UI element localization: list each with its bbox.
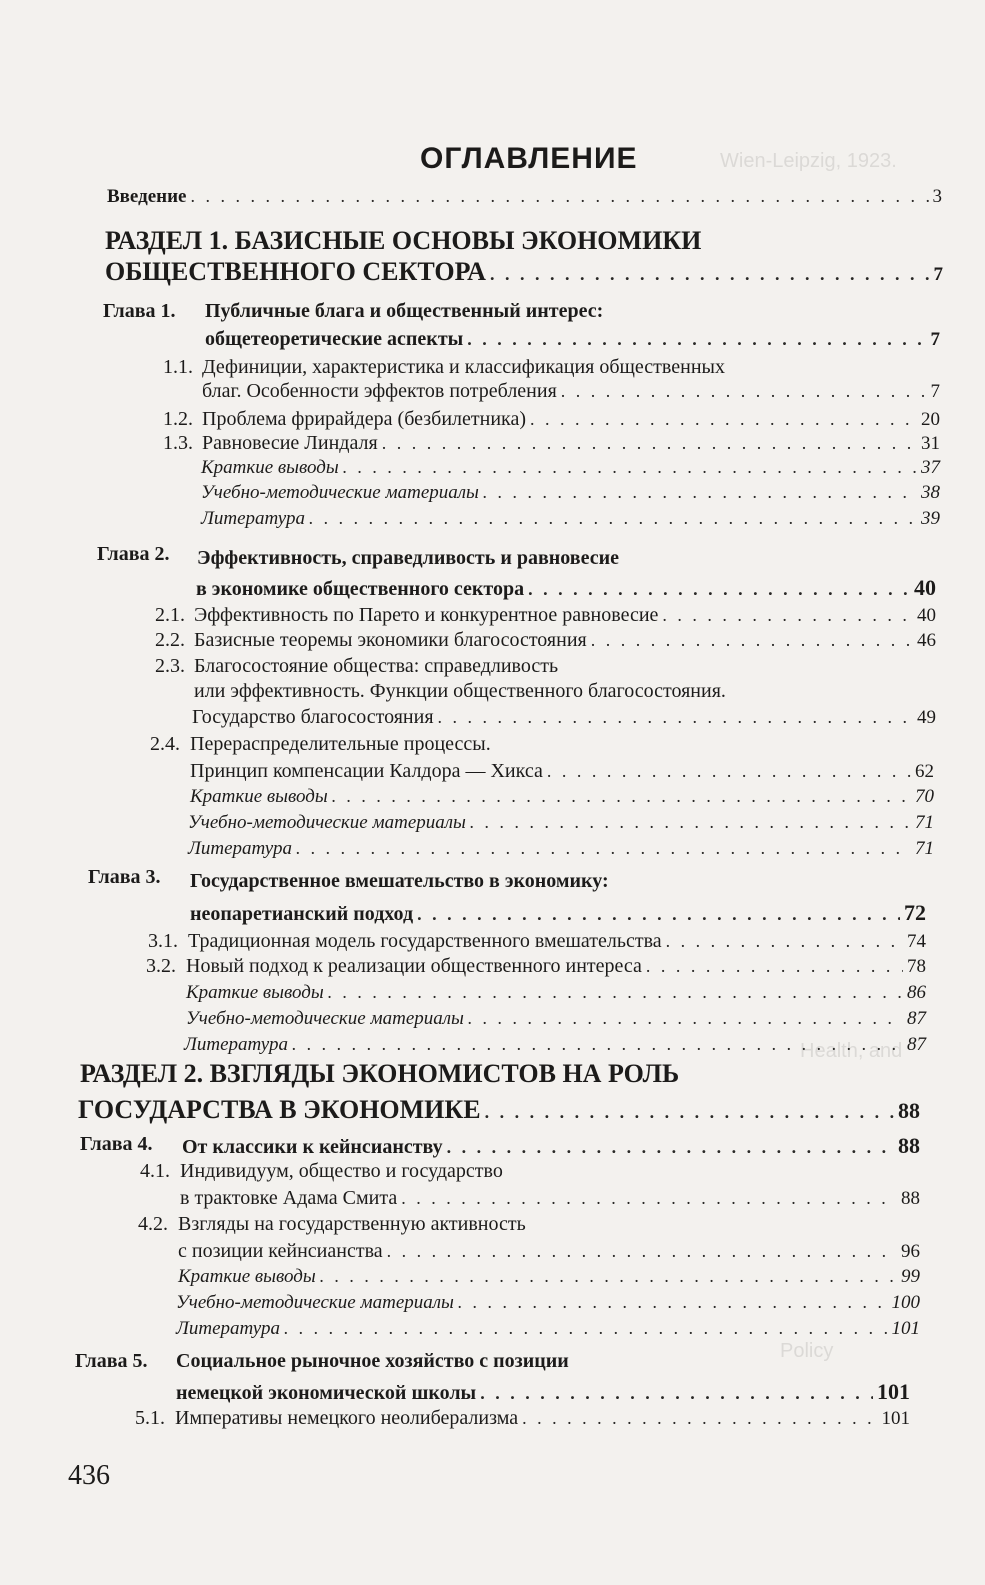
chapter-3-title-line2: неопаретианский подход . . . 72 <box>190 900 926 926</box>
toc-summary: Краткие выводы . . . 99 <box>178 1266 920 1288</box>
toc-item-number: 2.3. <box>155 655 185 677</box>
chapter-2-label: Глава 2. <box>97 543 170 565</box>
chapter-4-label: Глава 4. <box>80 1133 153 1155</box>
toc-item-number: 1.1. <box>163 356 193 378</box>
toc-intro-page: 3 <box>932 186 942 207</box>
toc-item-number: 2.2. <box>155 629 185 651</box>
dot-leader <box>646 956 903 977</box>
dot-leader <box>438 707 913 728</box>
toc-item-page: 20 <box>921 409 940 430</box>
chapter-5-title-line2: немецкой экономической школы . . . 101 <box>176 1379 910 1405</box>
toc-materials: Учебно-методические материалы . . . 100 <box>176 1292 920 1314</box>
page-title: ОГЛАВЛЕНИЕ <box>420 142 638 175</box>
toc-item: в трактовке Адама Смита . . . 88 <box>180 1187 920 1210</box>
toc-literature: Литература . . . 87 <box>184 1034 926 1056</box>
section-1-title-line1: РАЗДЕЛ 1. БАЗИСНЫЕ ОСНОВЫ ЭКОНОМИКИ <box>105 226 702 255</box>
dot-leader <box>490 264 930 285</box>
dot-leader <box>530 409 917 430</box>
toc-item-number: 1.2. <box>163 408 193 430</box>
dot-leader <box>485 1102 894 1123</box>
toc-summary: Краткие выводы . . . 37 <box>201 457 940 479</box>
dot-leader <box>666 931 903 952</box>
toc-item-title: Дефиниции, характеристика и классификация общественных <box>202 356 725 378</box>
chapter-3-title-line1: Государственное вмешательство в экономику: <box>190 870 609 892</box>
toc-materials: Учебно-методические материалы . . . 71 <box>188 812 934 834</box>
chapter-1-page: 7 <box>930 329 940 350</box>
toc-item: Равновесие Линдаля . . . 31 <box>202 432 940 455</box>
toc-item: Новый подход к реализации общественного интереса . . . 78 <box>186 955 926 978</box>
bleed-through-text: Wien-Leipzig, 1923. <box>720 150 897 172</box>
toc-item: Императивы немецкого неолиберализма . . . 101 <box>175 1407 910 1430</box>
dot-leader <box>467 329 926 350</box>
toc-materials: Учебно-методические материалы . . . 38 <box>201 482 940 504</box>
toc-item-title: Благосостояние общества: справедливость <box>194 655 559 677</box>
toc-item-title: Взгляды на государственную активность <box>178 1213 526 1235</box>
toc-item-number: 1.3. <box>163 432 193 454</box>
toc-item-page: 7 <box>930 381 940 402</box>
chapter-2-title-line1: Эффективность, справедливость и равновесие <box>197 547 620 569</box>
toc-intro <box>107 186 942 208</box>
dot-leader <box>470 812 911 833</box>
toc-summary: Краткие выводы . . . 70 <box>190 786 934 808</box>
toc-item: Эффективность по Парето и конкурентное равновесие . . . 40 <box>194 604 936 627</box>
section-2-title-line1: РАЗДЕЛ 2. ВЗГЛЯДЫ ЭКОНОМИСТОВ НА РОЛЬ <box>80 1059 680 1088</box>
toc-item-number: 3.2. <box>146 955 176 977</box>
dot-leader <box>328 982 903 1003</box>
chapter-4-page: 88 <box>898 1133 920 1158</box>
dot-leader <box>284 1318 888 1339</box>
dot-leader <box>296 838 911 859</box>
chapter-2-page: 40 <box>914 575 936 600</box>
toc-item: благ. Особенности эффектов потребления . . . 7 <box>202 380 940 403</box>
toc-item: Базисные теоремы экономики благосостояния . . . 46 <box>194 629 936 652</box>
toc-item-title: Перераспределительные процессы. <box>190 733 491 755</box>
toc-summary: Краткие выводы . . . 86 <box>186 982 926 1004</box>
bleed-through-text: Policy <box>780 1340 834 1362</box>
chapter-4-title: От классики к кейнсианству . . . 88 <box>182 1133 920 1159</box>
dot-leader <box>662 605 913 626</box>
section-2-title-line2: ГОСУДАРСТВА В ЭКОНОМИКЕ . . . 88 <box>78 1095 920 1125</box>
dot-leader <box>382 433 917 454</box>
dot-leader <box>458 1292 888 1313</box>
toc-literature: Литература . . . 71 <box>188 838 934 860</box>
toc-item-number: 4.2. <box>138 1213 168 1235</box>
dot-leader <box>191 186 929 207</box>
dot-leader <box>591 630 913 651</box>
section-1-page: 7 <box>933 264 943 285</box>
toc-item: с позиции кейнсианства . . . 96 <box>178 1240 920 1263</box>
chapter-1-title-line2: общетеоретические аспекты . . . 7 <box>205 328 940 351</box>
section-1-title-line2: ОБЩЕСТВЕННОГО СЕКТОРА . . . 7 <box>105 257 943 287</box>
chapter-5-title-line1: Социальное рыночное хозяйство с позиции <box>176 1350 569 1372</box>
chapter-3-label: Глава 3. <box>88 866 161 888</box>
toc-item: Традиционная модель государственного вмешательства . . . 74 <box>188 930 926 953</box>
toc-intro-label: Введение <box>107 186 187 207</box>
toc-item-title: или эффективность. Функции общественного благосостояния. <box>194 680 726 702</box>
toc-item: Государство благосостояния . . . 49 <box>192 706 936 729</box>
toc-item-page: 31 <box>921 433 940 454</box>
chapter-5-page: 101 <box>877 1379 910 1404</box>
dot-leader <box>447 1137 894 1158</box>
toc-item: Принцип компенсации Калдора — Хикса . . . 62 <box>190 760 934 783</box>
dot-leader <box>387 1241 897 1262</box>
dot-leader <box>343 457 917 478</box>
toc-item-number: 3.1. <box>148 930 178 952</box>
toc-item: Проблема фрирайдера (безбилетника) . . . 20 <box>202 408 940 431</box>
dot-leader <box>547 761 911 782</box>
toc-item-title: Индивидуум, общество и государство <box>180 1160 503 1182</box>
dot-leader <box>417 904 900 925</box>
dot-leader <box>480 1383 873 1404</box>
dot-leader <box>528 579 910 600</box>
page-number: 436 <box>68 1460 110 1491</box>
toc-item-number: 2.1. <box>155 604 185 626</box>
bleed-through-text: Health, and <box>800 1040 903 1062</box>
toc-item-number: 2.4. <box>150 733 180 755</box>
dot-leader <box>561 381 927 402</box>
dot-leader <box>332 786 911 807</box>
dot-leader <box>292 1034 903 1055</box>
dot-leader <box>320 1266 897 1287</box>
dot-leader <box>468 1008 903 1029</box>
chapter-2-title-line2: в экономике общественного сектора . . . 40 <box>196 575 936 601</box>
section-2-page: 88 <box>898 1098 920 1123</box>
toc-literature: Литература . . . 101 <box>176 1318 920 1340</box>
toc-item-number: 4.1. <box>140 1160 170 1182</box>
chapter-1-label: Глава 1. <box>103 300 176 322</box>
toc-materials: Учебно-методические материалы . . . 87 <box>186 1008 926 1030</box>
chapter-1-title-line1: Публичные блага и общественный интерес: <box>205 300 604 322</box>
dot-leader <box>483 482 917 503</box>
dot-leader <box>309 508 917 529</box>
dot-leader <box>401 1188 897 1209</box>
dot-leader <box>522 1408 877 1429</box>
toc-literature: Литература . . . 39 <box>201 508 940 530</box>
chapter-5-label: Глава 5. <box>75 1350 148 1372</box>
toc-item-number: 5.1. <box>135 1407 165 1429</box>
chapter-3-page: 72 <box>904 900 926 925</box>
